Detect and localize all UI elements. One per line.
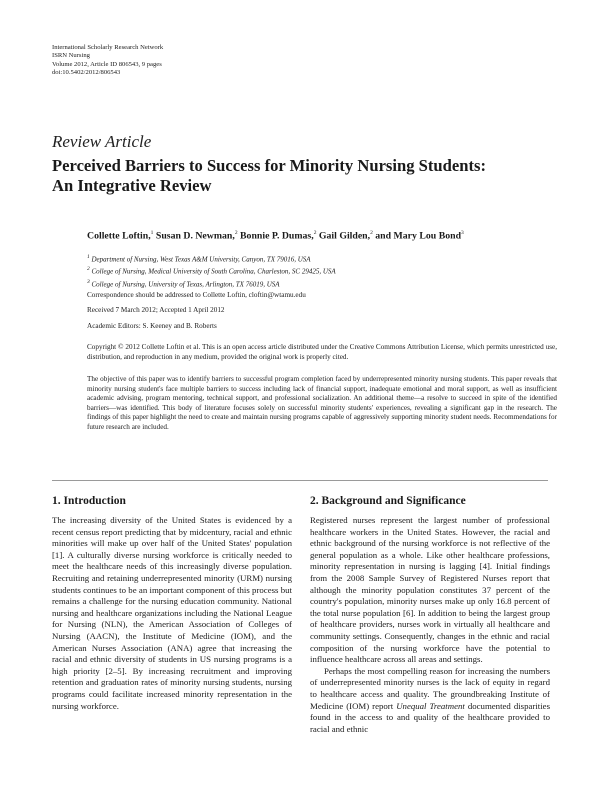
affiliation-item bbox=[87, 264, 557, 276]
background-body bbox=[310, 515, 550, 735]
section-heading-background: 2. Background and Significance bbox=[310, 495, 466, 507]
column-left bbox=[52, 495, 292, 712]
affiliation-text: College of Nursing, University of Texas, Arlington, TX 76019, USA bbox=[91, 279, 280, 288]
affiliation-item bbox=[87, 252, 557, 264]
background-paragraph-2 bbox=[310, 666, 550, 736]
affiliation-text: Department of Nursing, West Texas A&M University, Canyon, TX 79016, USA bbox=[91, 255, 311, 264]
introduction-paragraph: The increasing diversity of the United States is evidenced by a recent census report predicting that by midcentury, racial and ethnic minorities will make up over half of the United States' population [1]. A culturally diverse nursing workforce is critically needed to meet the healthcare needs of this increasingly diverse population. Recruiting and retaining underrepresented minority (URM) nursing students continues to be an important component of this process but remains a challenge for the nursing education community. National nursing and healthcare organizations including the National League for Nursing (NLN), the American Association of Colleges of Nursing (AACN), the Institute of Medicine (IOM), and the American Nurses Association (ANA) agree that increasing the racial and ethnic diversity of students in US nursing programs is a high priority [2–5]. By increasing recruitment and improving retention and graduation rates of minority nursing students, nursing programs could facilitate increased minority representation in the nursing workforce. bbox=[52, 515, 292, 711]
abstract: The objective of this paper was to identify barriers to successful program completion faced by underrepresented minority nursing students. This paper reveals that minority nursing student's face multiple barriers to success including lack of financial support, inadequate emotional and moral support, as well as insufficient academic advising, program mentoring, technical support, and professional socialization. An additional theme—a resolve to succeed in spite of the identified barriers—was identified. This body of literature focuses solely on successful minority students' experiences, revealing a significant gap in the research. The findings of this paper highlight the need to create and maintain nursing programs capable of aggressively supporting minority student needs. Recommendations for future research are included. bbox=[87, 375, 557, 431]
journal-volume: Volume 2012, Article ID 806543, 9 pages bbox=[52, 60, 162, 68]
background-paragraph-1: Registered nurses represent the largest number of professional healthcare workers in the United States. However, the racial and ethnic background of the nursing workforce is not reflective of the general population as a whole. Like other healthcare professions, minority representation in nursing is lagging [4]. Initial findings from the 2008 Sample Survey of Registered Nurses report that although the minority population constitutes 37 percent of the country's population, minority nurses make up only 16.8 percent of the total nurse population [6]. In addition to being the largest group of healthcare providers, nurses work in virtually all healthcare and community settings. Consequently, changes in the ethnic and racial composition of the nursing workforce have the potential to influence healthcare across all areas and settings. bbox=[310, 515, 550, 665]
column-right bbox=[310, 495, 550, 735]
affiliation-item bbox=[87, 277, 557, 289]
journal-publication: ISRN Nursing bbox=[52, 52, 90, 60]
academic-editors: Academic Editors: S. Keeney and B. Roberts bbox=[87, 322, 217, 330]
title-line-1: Perceived Barriers to Success for Minority Nursing Students: bbox=[52, 156, 486, 175]
journal-name: International Scholarly Research Network bbox=[52, 44, 164, 51]
report-title: Unequal Treatment bbox=[396, 700, 465, 711]
author-affiliation-mark: 2 bbox=[234, 230, 238, 236]
received-accepted-dates: Received 7 March 2012; Accepted 1 April 2012 bbox=[87, 306, 225, 314]
background-paragraph-2-end: documented disparities found in the access to and quality of the healthcare provided to racial and ethnic bbox=[310, 700, 550, 734]
section-heading-introduction: 1. Introduction bbox=[52, 495, 126, 507]
journal-doi: doi:10.5402/2012/806543 bbox=[52, 69, 121, 77]
article-type: Review Article bbox=[52, 132, 152, 151]
author-name: Bonnie P. Dumas, bbox=[240, 230, 314, 242]
affiliation-mark: 1 bbox=[87, 254, 90, 260]
affiliation-mark: 3 bbox=[87, 278, 90, 285]
author-affiliation-mark: 1 bbox=[150, 230, 154, 236]
section-divider bbox=[52, 480, 548, 481]
journal-info bbox=[52, 44, 163, 78]
affiliations bbox=[87, 252, 557, 289]
author-name: Gail Gilden, bbox=[318, 230, 371, 242]
correspondence: Correspondence should be addressed to Collette Loftin, cloftin@wtamu.edu bbox=[87, 291, 306, 299]
introduction-body bbox=[52, 515, 292, 712]
affiliation-mark: 2 bbox=[87, 266, 90, 273]
copyright-notice: Copyright © 2012 Collette Loftin et al. This is an open access article distributed under the Creative Commons Attribution License, which permits unrestricted use, distribution, and reproduction in any medium, provided the original work is properly cited. bbox=[87, 343, 557, 361]
affiliation-text: College of Nursing, Medical University of South Carolina, Charleston, SC 29425, USA bbox=[91, 267, 336, 276]
author-name: Susan D. Newman, bbox=[155, 230, 235, 242]
author-name: Collette Loftin, bbox=[87, 230, 151, 242]
author-affiliation-mark: 3 bbox=[461, 230, 464, 236]
author-name: and Mary Lou Bond bbox=[375, 230, 462, 242]
author-affiliation-mark: 2 bbox=[370, 230, 373, 236]
background-paragraph-2-start: Perhaps the most compelling reason for increasing the numbers of underrepresented minority nurses is the lack of equity in regard to healthcare access and quality. The groundbreaking Institute of Medicine (IOM) report bbox=[310, 665, 550, 711]
title-line-2: An Integrative Review bbox=[52, 176, 212, 195]
author-affiliation-mark: 2 bbox=[313, 230, 317, 236]
author-list bbox=[87, 229, 557, 241]
article-title bbox=[52, 156, 552, 196]
